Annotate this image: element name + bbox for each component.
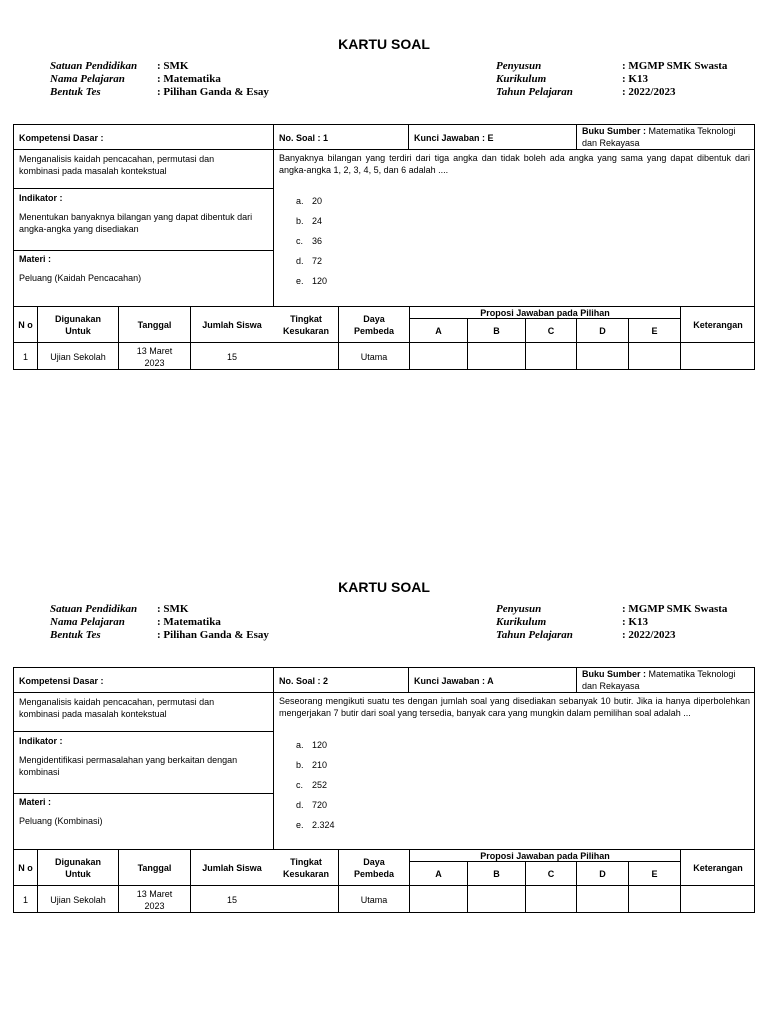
header-keterangan: Keterangan — [693, 862, 743, 873]
option — [296, 760, 327, 770]
row-tingkat — [274, 886, 338, 913]
buku-sumber — [582, 668, 752, 692]
meta-left — [50, 603, 290, 643]
meta-label: Nama Pelajaran — [50, 73, 125, 85]
option-letter: e. — [296, 276, 304, 286]
header-daya: Daya Pembeda — [353, 313, 395, 336]
meta-value: : Matematika — [157, 616, 221, 628]
meta-right — [496, 60, 756, 100]
buku-sumber — [582, 125, 752, 149]
option-text: 252 — [312, 780, 328, 790]
option-letter: b. — [296, 760, 304, 770]
row-daya: Utama — [360, 894, 388, 905]
divider — [13, 188, 274, 189]
header-no: N o — [18, 862, 33, 873]
meta-value: : MGMP SMK Swasta — [622, 60, 728, 72]
card-title: KARTU SOAL — [338, 579, 430, 595]
indikator-label: Indikator : — [19, 193, 63, 203]
header-tanggal: Tanggal — [137, 319, 172, 330]
option-text: 120 — [312, 740, 328, 750]
kompetensi-label: Kompetensi Dasar : — [19, 133, 104, 143]
header-a: A — [435, 868, 442, 879]
divider — [576, 124, 577, 149]
divider — [13, 731, 274, 732]
option-text: 20 — [312, 196, 323, 206]
meta-left — [50, 60, 290, 100]
kunci-jawaban: Kunci Jawaban : A — [414, 676, 494, 686]
row-tanggal: 13 Maret 2023 — [136, 888, 173, 911]
header-no: N o — [18, 319, 33, 330]
header-digunakan: Digunakan Untuk — [54, 313, 101, 336]
meta-label: Satuan Pendidikan — [50, 603, 138, 615]
meta-value: : 2022/2023 — [622, 86, 676, 98]
card-title: KARTU SOAL — [338, 36, 430, 52]
divider — [13, 793, 274, 794]
meta-label: Tahun Pelajaran — [496, 86, 573, 98]
row-daya: Utama — [360, 351, 388, 362]
materi-label: Materi : — [19, 797, 52, 807]
meta-label: Kurikulum — [496, 616, 547, 628]
option-letter: b. — [296, 216, 304, 226]
meta-value: : Pilihan Ganda & Esay — [157, 629, 269, 641]
kompetensi-text: Menganalisis kaidah pencacahan, permutasi dan kombinasi pada masalah kontekstual — [19, 154, 215, 176]
row-digunakan: Ujian Sekolah — [50, 894, 106, 905]
divider — [408, 124, 409, 149]
option-letter: a. — [296, 196, 304, 206]
meta-value: : SMK — [157, 60, 189, 72]
meta-label: Bentuk Tes — [50, 629, 101, 641]
option — [296, 196, 322, 206]
header-a: A — [435, 325, 442, 336]
divider — [13, 149, 274, 150]
meta-label: Penyusun — [496, 603, 542, 615]
option-text: 24 — [312, 216, 323, 226]
row-digunakan: Ujian Sekolah — [50, 351, 106, 362]
no-soal: No. Soal : 1 — [279, 133, 329, 143]
materi-text: Peluang (Kaidah Pencacahan) — [19, 273, 142, 283]
option — [296, 820, 335, 830]
option-text: 72 — [312, 256, 323, 266]
kompetensi-text: Menganalisis kaidah pencacahan, permutasi dan kombinasi pada masalah kontekstual — [19, 697, 215, 719]
divider — [273, 667, 274, 849]
buku-sumber-label: Buku Sumber : — [582, 669, 647, 679]
row-jumlah: 15 — [226, 894, 237, 905]
header-e: E — [651, 325, 658, 336]
header-tanggal: Tanggal — [137, 862, 172, 873]
header-tingkat: Tingkat Kesukaran — [282, 856, 330, 879]
row-no: 1 — [22, 894, 28, 905]
header-proposi: Proposi Jawaban pada Pilihan — [480, 850, 610, 861]
option — [296, 256, 322, 266]
meta-label: Tahun Pelajaran — [496, 629, 573, 641]
meta-value: : SMK — [157, 603, 189, 615]
divider — [13, 692, 274, 693]
divider — [408, 667, 409, 692]
option-letter: c. — [296, 236, 304, 246]
materi-text: Peluang (Kombinasi) — [19, 816, 103, 826]
header-digunakan: Digunakan Untuk — [54, 856, 101, 879]
buku-sumber-label: Buku Sumber : — [582, 126, 647, 136]
option — [296, 216, 322, 226]
meta-value: : Pilihan Ganda & Esay — [157, 86, 269, 98]
header-daya: Daya Pembeda — [353, 856, 395, 879]
indikator-label: Indikator : — [19, 736, 63, 746]
option-text: 36 — [312, 236, 323, 246]
header-b: B — [493, 868, 500, 879]
option-text: 2.324 — [312, 820, 335, 830]
meta-value: : MGMP SMK Swasta — [622, 603, 728, 615]
header-e: E — [651, 868, 658, 879]
option — [296, 800, 327, 810]
option-letter: a. — [296, 740, 304, 750]
indikator-text: Mengidentifikasi permasalahan yang berkaitan dengan kombinasi — [19, 755, 238, 777]
option-letter: c. — [296, 780, 304, 790]
buku-sumber-text: Matematika Teknologi dan Rekayasa — [582, 669, 736, 691]
option — [296, 276, 327, 286]
option-text: 720 — [312, 800, 328, 810]
divider — [576, 667, 577, 692]
option-letter: d. — [296, 256, 304, 266]
header-d: D — [599, 325, 606, 336]
header-keterangan: Keterangan — [693, 319, 743, 330]
materi-label: Materi : — [19, 254, 52, 264]
meta-label: Kurikulum — [496, 73, 547, 85]
kompetensi-label: Kompetensi Dasar : — [19, 676, 104, 686]
row-no: 1 — [22, 351, 28, 362]
meta-value: : 2022/2023 — [622, 629, 676, 641]
divider — [13, 250, 274, 251]
divider — [273, 124, 274, 306]
question-text: Seseorang mengikuti suatu tes dengan jumlah soal yang disediakan sebanyak 10 butir. Jika ia hanya diperbolehkan mengerjakan 7 butir dari soal yang tersedia, banyak cara yang mungkin dalam pemilihan soal adalah ... — [279, 696, 750, 718]
meta-label: Penyusun — [496, 60, 542, 72]
row-tingkat — [274, 343, 338, 370]
option — [296, 780, 327, 790]
header-c: C — [547, 868, 555, 879]
meta-value: : K13 — [622, 73, 648, 85]
header-jumlah: Jumlah Siswa — [202, 862, 262, 873]
option — [296, 740, 327, 750]
row-jumlah: 15 — [226, 351, 237, 362]
header-jumlah: Jumlah Siswa — [202, 319, 262, 330]
option-letter: d. — [296, 800, 304, 810]
indikator-text: Menentukan banyaknya bilangan yang dapat dibentuk dari angka-angka yang disediakan — [19, 212, 253, 234]
meta-label: Satuan Pendidikan — [50, 60, 138, 72]
meta-label: Nama Pelajaran — [50, 616, 125, 628]
meta-value: : Matematika — [157, 73, 221, 85]
buku-sumber-text: Matematika Teknologi dan Rekayasa — [582, 126, 736, 148]
header-proposi: Proposi Jawaban pada Pilihan — [480, 307, 610, 318]
option-letter: e. — [296, 820, 304, 830]
header-c: C — [547, 325, 555, 336]
header-b: B — [493, 325, 500, 336]
divider — [273, 692, 755, 693]
meta-value: : K13 — [622, 616, 648, 628]
no-soal: No. Soal : 2 — [279, 676, 329, 686]
meta-right — [496, 603, 756, 643]
option-text: 120 — [312, 276, 328, 286]
divider — [273, 149, 755, 150]
option-text: 210 — [312, 760, 328, 770]
option — [296, 236, 322, 246]
question-text: Banyaknya bilangan yang terdiri dari tiga angka dan tidak boleh ada angka yang sama yang dapat dibentuk dari angka-angka 1, 2, 3, 4, 5, dan 6 adalah .... — [279, 153, 750, 175]
meta-label: Bentuk Tes — [50, 86, 101, 98]
header-d: D — [599, 868, 606, 879]
row-tanggal: 13 Maret 2023 — [136, 345, 173, 368]
kunci-jawaban: Kunci Jawaban : E — [414, 133, 494, 143]
header-tingkat: Tingkat Kesukaran — [282, 313, 330, 336]
